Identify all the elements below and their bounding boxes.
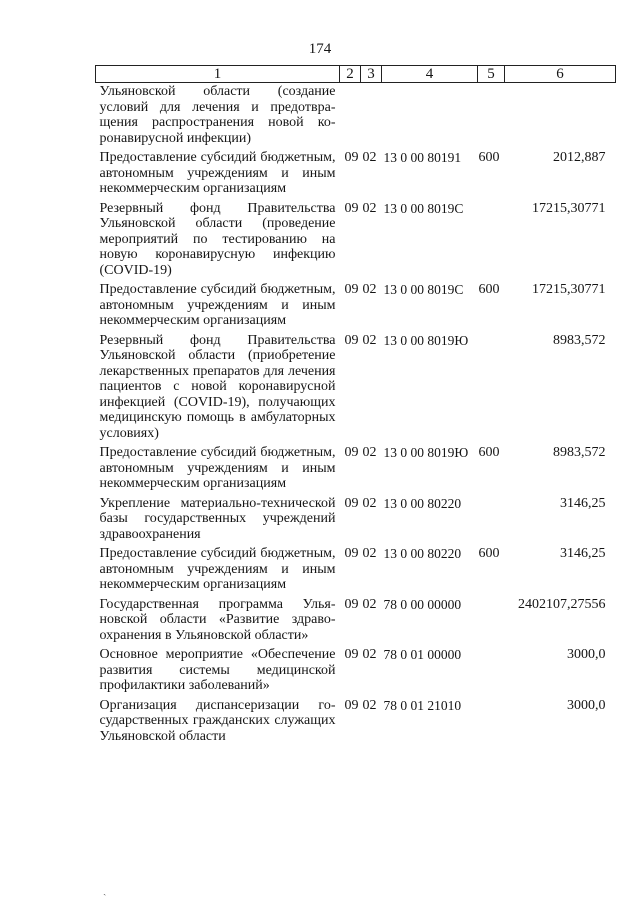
row-target-article: 13 0 00 80220 [383,546,462,561]
row-amount: 3000,0 [567,697,606,713]
row-name: Резервный фонд Правительства Ульяновской области (приобретение лекарственных препаратов для лечения пациентов с новой коронавирусной инфекцией (COVID-19), получающих медицинскую помощь в амбулаторных условиях) [99,332,336,441]
row-amount: 2012,887 [553,150,606,165]
row-subsection: 02 [362,150,377,165]
row-section [340,83,361,149]
row-expense-type [478,199,505,281]
row-expense-type: 600 [478,282,500,297]
header-col-4: 4 [382,66,478,83]
row-section: 09 [344,495,359,511]
row-section: 09 [344,546,359,561]
budget-table [95,65,616,746]
row-expense-type: 600 [478,546,500,561]
row-amount: 3146,25 [560,495,606,511]
table-row [96,645,616,696]
table-row [96,280,616,331]
row-expense-type [478,645,505,696]
row-subsection [361,83,382,149]
row-subsection: 02 [362,697,377,713]
row-section: 09 [344,697,359,713]
row-subsection: 02 [362,495,377,511]
row-target-article: 78 0 01 21010 [383,697,462,713]
row-target-article: 78 0 00 00000 [383,596,462,612]
row-section: 09 [344,200,359,216]
row-amount: 17215,30771 [532,282,606,297]
row-section: 09 [344,332,359,348]
header-col-2: 2 [340,66,361,83]
row-expense-type [478,696,505,747]
header-col-6: 6 [505,66,616,83]
row-section: 09 [344,445,359,460]
row-expense-type [478,595,505,646]
row-amount [505,83,616,149]
row-section: 09 [344,596,359,612]
row-name: Резервный фонд Правительства Ульяновской области (проведение мероприятий по тестированию на новую коронавирусную инфекцию (COVID-19) [99,200,336,278]
row-subsection: 02 [362,445,377,460]
row-name: Ульяновской области (создание условий для лечения и предотвращения распространения новой коронавирусной инфекции) [99,84,336,146]
row-subsection: 02 [362,546,377,561]
row-target-article [382,83,478,149]
margin-mark: ˎ [103,885,107,896]
row-name: Предоставление субсидий бюджетным, автономным учреждениям и иным некоммерческим организациям [99,150,336,196]
row-target-article: 13 0 00 80220 [383,495,462,511]
row-expense-type [478,83,505,149]
row-amount: 3000,0 [567,647,606,662]
row-amount: 17215,30771 [532,200,606,216]
table-row [96,148,616,199]
table-row [96,199,616,281]
table-row [96,595,616,646]
table-header [96,66,616,83]
row-name: Предоставление субсидий бюджетным, автономным учреждениям и иным некоммерческим организациям [99,282,336,328]
row-expense-type: 600 [478,445,500,460]
row-name: Предоставление субсидий бюджетным, автономным учреждениям и иным некоммерческим организациям [99,546,336,592]
row-name: Предоставление субсидий бюджетным, автономным учреждениям и иным некоммерческим организациям [99,445,336,491]
table-row [96,331,616,444]
row-section: 09 [344,150,359,165]
page-number: 174 [308,41,332,57]
row-subsection: 02 [362,596,377,612]
row-name: Укрепление материально-технической базы государственных учреждений здравоохранения [99,495,336,542]
row-expense-type: 600 [478,150,500,165]
header-col-1: 1 [96,66,340,83]
row-expense-type [478,331,505,444]
row-name: Основное мероприятие «Обеспечение развития системы медицинской профилактики заболеваний» [99,647,336,693]
row-expense-type [478,494,505,545]
row-name: Организация диспансеризации государственных гражданских служащих Ульяновской области [99,697,336,744]
table-row [96,696,616,747]
row-section: 09 [344,647,359,662]
row-amount: 2402107,27556 [518,596,606,612]
row-amount: 3146,25 [560,546,606,561]
row-target-article: 13 0 00 8019С [383,282,464,297]
row-target-article: 13 0 00 80191 [383,150,462,165]
header-col-5: 5 [478,66,505,83]
row-target-article: 78 0 01 00000 [383,647,462,662]
row-subsection: 02 [362,332,377,348]
row-name: Государственная программа Ульяновской области «Развитие здравоохранения в Ульяновской области» [99,596,336,643]
table-row [96,544,616,595]
row-amount: 8983,572 [553,445,606,460]
header-col-3: 3 [361,66,382,83]
table-row [96,494,616,545]
table-row [96,83,616,149]
row-section: 09 [344,282,359,297]
row-target-article: 13 0 00 8019Ю [383,445,469,460]
row-subsection: 02 [362,647,377,662]
table-body [96,83,616,747]
row-target-article: 13 0 00 8019Ю [383,332,469,348]
table-row [96,443,616,494]
row-subsection: 02 [362,282,377,297]
row-subsection: 02 [362,200,377,216]
row-target-article: 13 0 00 8019С [383,200,464,216]
row-amount: 8983,572 [553,332,606,348]
